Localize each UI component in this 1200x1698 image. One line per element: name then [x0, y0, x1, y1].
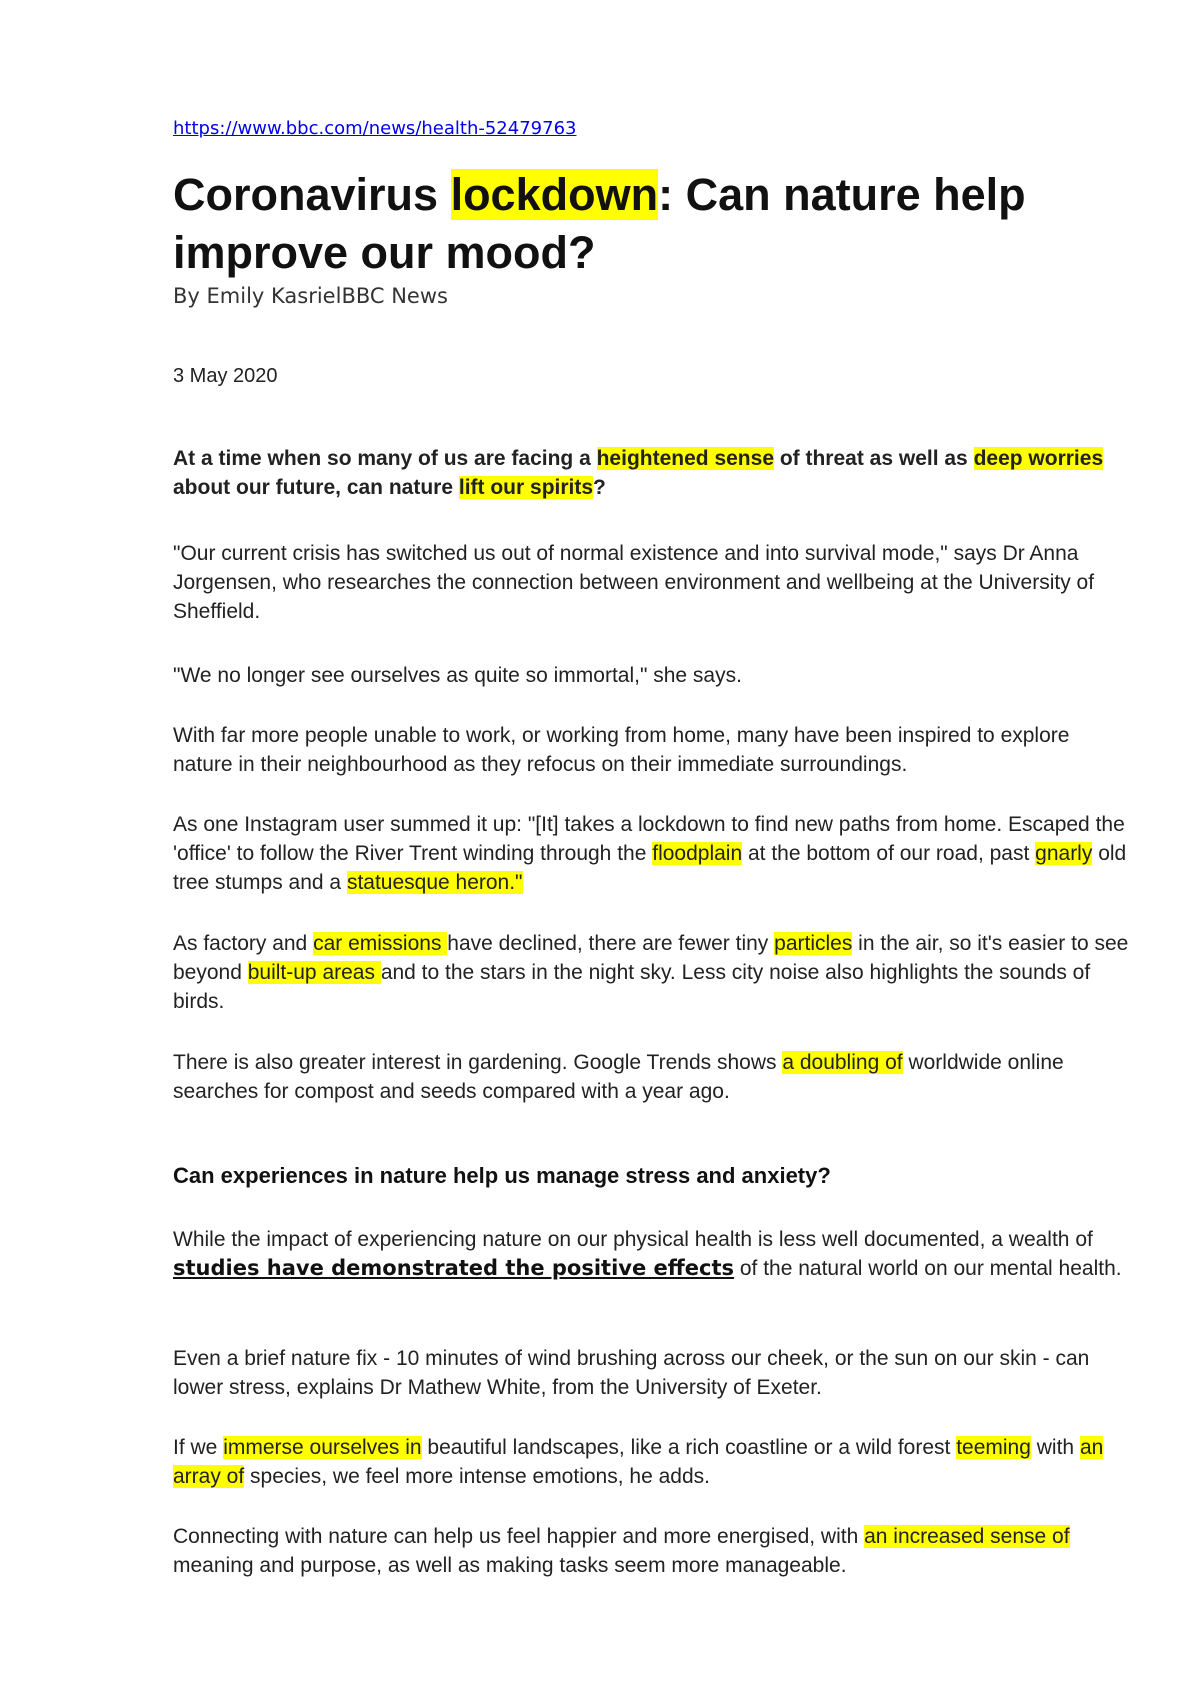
- paragraph-text: Connecting with nature can help us feel happier and more energised, with: [173, 1525, 865, 1548]
- title-text: Coronavirus: [173, 169, 451, 220]
- paragraph-text: at the bottom of our road, past: [742, 842, 1036, 865]
- lead-text: At a time when so many of us are facing a: [173, 447, 597, 470]
- lead-highlight: deep worries: [973, 447, 1104, 470]
- lead-text: about our future, can nature: [173, 476, 459, 499]
- paragraph-highlight: car emissions: [313, 932, 448, 955]
- paragraph-3: With far more people unable to work, or working from home, many have been inspired to explore nature in their neighbourhood as they refocus on their immediate surroundings.: [173, 724, 1070, 776]
- paragraph-highlight: an array of: [173, 1436, 1104, 1488]
- studies-link[interactable]: studies have demonstrated the positive effects: [173, 1256, 735, 1280]
- lead-paragraph: [173, 444, 1133, 502]
- paragraph-text: As factory and: [173, 932, 314, 955]
- title-highlight: lockdown: [450, 169, 659, 220]
- paragraph-9: [173, 1433, 1133, 1491]
- paragraph-6: [173, 1048, 1133, 1106]
- paragraph-text: of the natural world on our mental health.: [734, 1257, 1122, 1280]
- paragraph-highlight: statuesque heron.": [346, 871, 523, 894]
- paragraph-text: worldwide online searches for compost and seeds compared with a year ago.: [173, 1051, 1064, 1103]
- lead-text: ?: [593, 476, 606, 499]
- paragraph-10: [173, 1522, 1133, 1580]
- paragraph-1: "Our current crisis has switched us out of normal existence and into survival mode," says Dr Anna Jorgensen, who researches the connection between environment and wellbeing at the University of Sheffield.: [173, 542, 1095, 623]
- paragraph-text: with: [1030, 1436, 1080, 1459]
- paragraph-highlight: floodplain: [652, 842, 743, 865]
- paragraph-text: meaning and purpose, as well as making tasks seem more manageable.: [173, 1554, 847, 1577]
- paragraph-text: old tree stumps and a: [173, 842, 1127, 894]
- title-text: : Can nature help improve our mood?: [173, 169, 1026, 278]
- paragraph-highlight: built-up areas: [247, 961, 381, 984]
- source-url-link[interactable]: https://www.bbc.com/news/health-52479763: [173, 118, 577, 139]
- paragraph-4: [173, 810, 1133, 897]
- article-title: [173, 166, 1133, 282]
- paragraph-highlight: immerse ourselves in: [223, 1436, 422, 1459]
- paragraph-text: There is also greater interest in gardening. Google Trends shows: [173, 1051, 783, 1074]
- lead-highlight: heightened sense: [596, 447, 774, 470]
- paragraph-text: in the air, so it's easier to see beyond: [173, 932, 1129, 984]
- paragraph-text: have declined, there are fewer tiny: [447, 932, 775, 955]
- lead-text: of threat as well as: [774, 447, 974, 470]
- paragraph-7: [173, 1225, 1133, 1283]
- subheading: Can experiences in nature help us manage stress and anxiety?: [173, 1163, 831, 1188]
- paragraph-8: Even a brief nature fix - 10 minutes of wind brushing across our cheek, or the sun on our skin - can lower stress, explains Dr Mathew White, from the University of Exeter.: [173, 1347, 1090, 1399]
- lead-highlight: lift our spirits: [458, 476, 594, 499]
- paragraph-text: and to the stars in the night sky. Less city noise also highlights the sounds of birds.: [173, 961, 1091, 1013]
- paragraph-text: beautiful landscapes, like a rich coastline or a wild forest: [421, 1436, 957, 1459]
- paragraph-highlight: particles: [774, 932, 853, 955]
- paragraph-text: While the impact of experiencing nature on our physical health is less well documented, a wealth of: [173, 1228, 1093, 1251]
- paragraph-text: If we: [173, 1436, 224, 1459]
- byline: By Emily KasrielBBC News: [173, 284, 448, 308]
- paragraph-highlight: gnarly: [1035, 842, 1093, 865]
- paragraph-text: As one Instagram user summed it up: "[It] takes a lockdown to find new paths from home. Escaped the 'office' to follow the River Trent winding through the: [173, 813, 1125, 865]
- paragraph-highlight: teeming: [956, 1436, 1031, 1459]
- publish-date: 3 May 2020: [173, 365, 278, 387]
- paragraph-highlight: an increased sense of: [864, 1525, 1070, 1548]
- paragraph-text: species, we feel more intense emotions, he adds.: [244, 1465, 710, 1488]
- paragraph-5: [173, 929, 1133, 1016]
- paragraph-highlight: a doubling of: [782, 1051, 903, 1074]
- paragraph-2: "We no longer see ourselves as quite so immortal," she says.: [173, 664, 742, 687]
